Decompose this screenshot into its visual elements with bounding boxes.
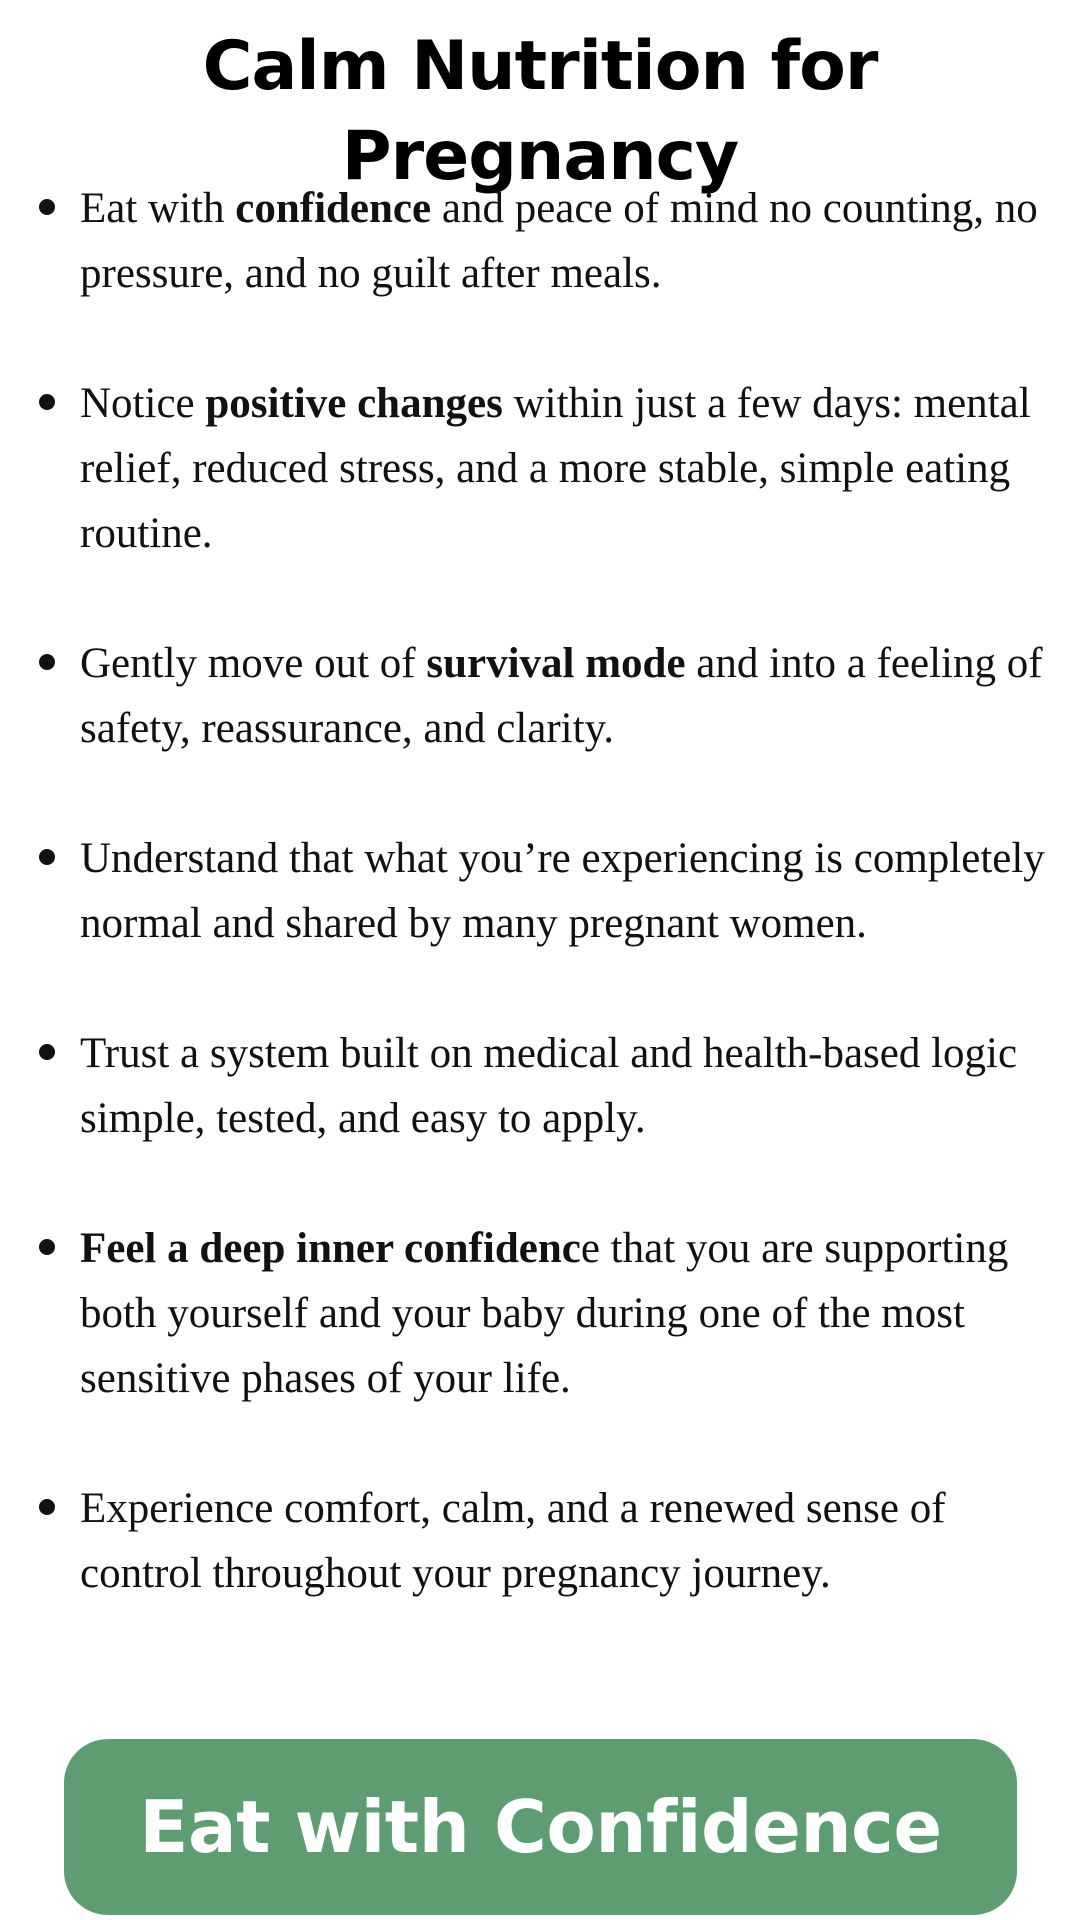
bullet-icon [39,394,55,410]
list-item [0,371,1080,566]
bullet-icon [39,1044,55,1060]
benefit-text: Eat with [80,185,236,232]
list-item [0,1021,1080,1151]
list-item [0,1476,1080,1606]
benefit-highlight: survival mode [426,640,686,687]
bullet-icon [39,1499,55,1515]
list-item [0,631,1080,761]
list-item [0,826,1080,956]
benefit-highlight: Feel a deep inner confidenc [80,1225,581,1272]
benefits-list [0,176,1080,1606]
eat-with-confidence-button[interactable]: Eat with Confidence [64,1739,1017,1915]
benefit-text: Trust a system built on medical and health-based logic simple, tested, and easy to apply. [80,1030,1018,1142]
bullet-icon [39,849,55,865]
benefit-text: Gently move out of [80,640,427,687]
bullet-icon [39,1239,55,1255]
benefit-text: and peace of mind no counting, no pressure, and no guilt after meals. [80,185,1038,297]
benefit-text: and into a feeling of safety, reassurance, and clarity. [80,640,1043,752]
list-item [0,1216,1080,1411]
page-title: Calm Nutrition for Pregnancy [202,27,878,196]
benefit-highlight: positive changes [205,380,503,427]
benefit-text: Notice [80,380,206,427]
list-item [0,176,1080,306]
benefit-text: Experience comfort, calm, and a renewed sense of control throughout your pregnancy journey. [80,1485,946,1597]
benefit-text: e that you are supporting both yourself and your baby during one of the most sensitive phases of your life. [80,1225,1009,1402]
bullet-icon [39,199,55,215]
benefit-highlight: confidence [235,185,432,232]
benefit-text: Understand that what you’re experiencing is completely normal and shared by many pregnant women. [80,835,1045,947]
bullet-icon [39,654,55,670]
benefit-text: within just a few days: mental relief, reduced stress, and a more stable, simple eating routine. [80,380,1031,557]
